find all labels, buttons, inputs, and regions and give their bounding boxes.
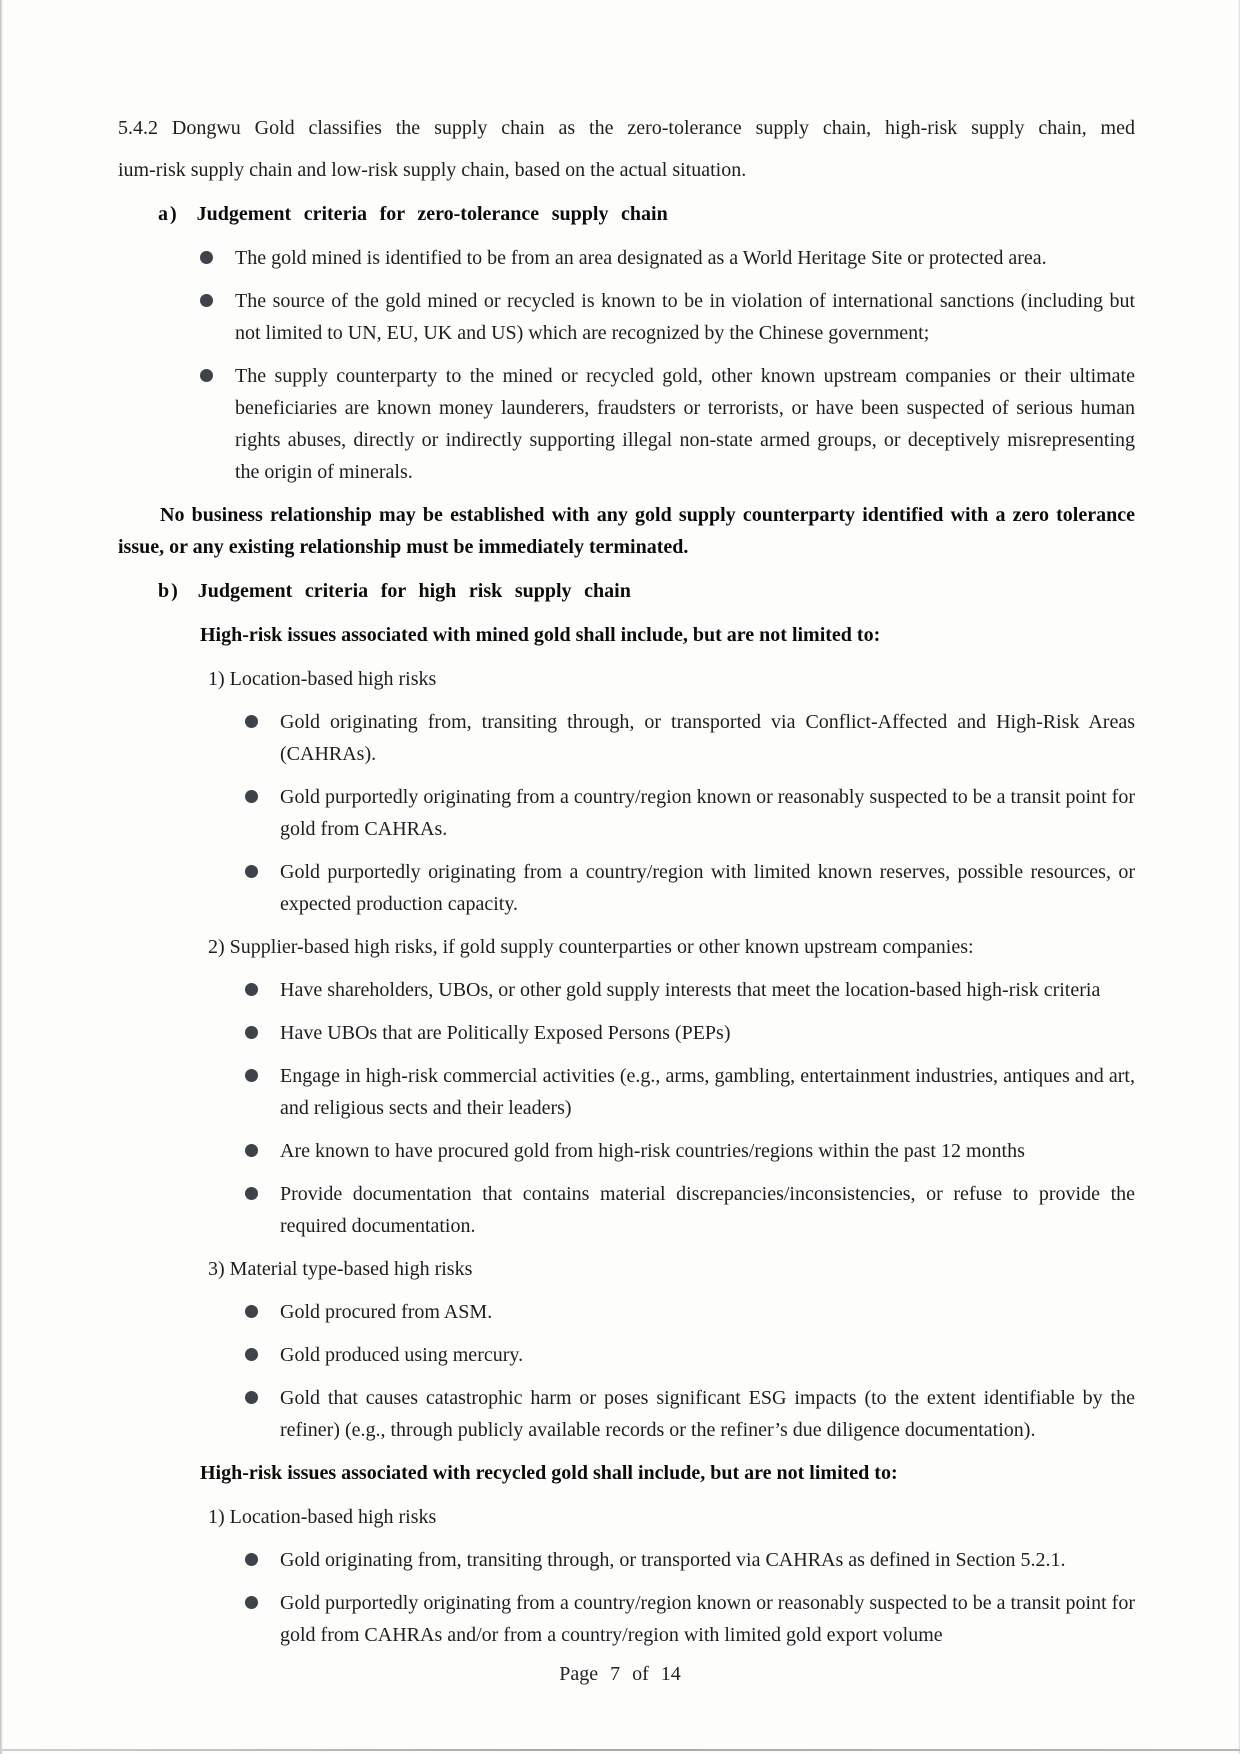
list-item-text: Are known to have procured gold from high-risk countries/regions within the past 12 months xyxy=(280,1140,1025,1162)
list-item-text: The gold mined is identified to be from an area designated as a World Heritage Site or protected area. xyxy=(235,247,1047,269)
list-item xyxy=(118,1587,1135,1651)
section-a-heading xyxy=(158,198,1135,230)
bullet-icon xyxy=(200,294,213,307)
list-item-text: Gold originating from, transiting through, or transported via CAHRAs as defined in Section 5.2.1. xyxy=(280,1549,1066,1571)
bullet-icon xyxy=(245,1305,258,1318)
list-item xyxy=(118,285,1135,349)
bullet-icon xyxy=(245,1596,258,1609)
list-item xyxy=(118,856,1135,920)
paragraph-542-line2: ium-risk supply chain and low-risk supply chain, based on the actual situation. xyxy=(118,159,747,181)
list-item-text: The source of the gold mined or recycled is known to be in violation of international sanctions (including but not limited to UN, EU, UK and US) which are recognized by the Chinese government; xyxy=(235,290,1135,344)
list-item xyxy=(118,242,1135,274)
list-item-text: Gold originating from, transiting through, or transported via Conflict-Affected and High-Risk Areas (CAHRAs). xyxy=(280,711,1135,765)
recycled-gold-subheading: High-risk issues associated with recycled gold shall include, but are not limited to: xyxy=(200,1462,898,1484)
list-item-text: Gold that causes catastrophic harm or poses significant ESG impacts (to the extent identifiable by the refiner) (e.g., through publicly available records or the refiner’s due diligence documentation). xyxy=(280,1387,1135,1441)
scan-edge-left xyxy=(0,0,3,1754)
bullet-icon xyxy=(245,983,258,996)
list-item xyxy=(118,360,1135,488)
page-footer: Page 7 of 14 xyxy=(559,1663,681,1685)
page-content xyxy=(118,112,1135,1662)
list-item-text: Have UBOs that are Politically Exposed Persons (PEPs) xyxy=(280,1022,731,1044)
list-item-text: Have shareholders, UBOs, or other gold supply interests that meet the location-based high-risk criteria xyxy=(280,979,1101,1001)
list-item-text: Gold purportedly originating from a country/region known or reasonably suspected to be a transit point for gold from CAHRAs. xyxy=(280,786,1135,840)
list-item-text: Gold procured from ASM. xyxy=(280,1301,493,1323)
bullet-icon xyxy=(245,1069,258,1082)
list-item-text: Provide documentation that contains material discrepancies/inconsistencies, or refuse to provide the required documentation. xyxy=(280,1183,1135,1237)
group-label: 2) Supplier-based high risks, if gold supply counterparties or other known upstream companies: xyxy=(208,936,974,958)
bullet-icon xyxy=(245,1553,258,1566)
list-item xyxy=(118,1339,1135,1371)
scan-edge-bottom xyxy=(0,1749,1240,1751)
list-item xyxy=(118,1296,1135,1328)
group-label: 3) Material type-based high risks xyxy=(208,1258,473,1280)
bullet-icon xyxy=(245,1026,258,1039)
mined-gold-subheading: High-risk issues associated with mined gold shall include, but are not limited to: xyxy=(200,624,881,646)
list-item xyxy=(118,1178,1135,1242)
section-b-heading xyxy=(158,575,1135,607)
list-item-text: Engage in high-risk commercial activities (e.g., arms, gambling, entertainment industries, antiques and art, and religious sects and their leaders) xyxy=(280,1065,1135,1119)
bullet-icon xyxy=(245,1348,258,1361)
section-b-title: Judgement criteria for high risk supply chain xyxy=(197,580,631,602)
list-item xyxy=(118,1017,1135,1049)
section-a-title: Judgement criteria for zero-tolerance supply chain xyxy=(196,203,668,225)
list-item xyxy=(118,781,1135,845)
list-item xyxy=(118,1060,1135,1124)
section-b-label: b) xyxy=(158,580,180,602)
list-item-text: Gold purportedly originating from a country/region with limited known reserves, possible resources, or expected production capacity. xyxy=(280,861,1135,915)
bullet-icon xyxy=(245,1391,258,1404)
list-item xyxy=(118,974,1135,1006)
list-item xyxy=(118,1544,1135,1576)
group-label: 1) Location-based high risks xyxy=(208,1506,437,1528)
bullet-icon xyxy=(200,251,213,264)
list-item xyxy=(118,1382,1135,1446)
section-a-label: a) xyxy=(158,203,179,225)
list-item-text: Gold purportedly originating from a country/region known or reasonably suspected to be a transit point for gold from CAHRAs and/or from a country/region with limited gold export volume xyxy=(280,1592,1135,1646)
bullet-icon xyxy=(245,1187,258,1200)
list-item-text: The supply counterparty to the mined or recycled gold, other known upstream companies or their ultimate beneficiaries are known money launderers, fraudsters or terrorists, or have been suspected of serious human rights abuses, directly or indirectly supporting illegal non-state armed groups, or deceptively misrepresenting the origin of minerals. xyxy=(235,365,1135,483)
list-item-text: Gold produced using mercury. xyxy=(280,1344,524,1366)
bullet-icon xyxy=(245,865,258,878)
group-label: 1) Location-based high risks xyxy=(208,668,437,690)
list-item xyxy=(118,1135,1135,1167)
list-item xyxy=(118,706,1135,770)
zero-tolerance-note: No business relationship may be established with any gold supply counterparty identified with a zero tolerance issue, or any existing relationship must be immediately terminated. xyxy=(118,504,1135,558)
bullet-icon xyxy=(245,715,258,728)
bullet-icon xyxy=(245,1144,258,1157)
bullet-icon xyxy=(200,369,213,382)
bullet-icon xyxy=(245,790,258,803)
paragraph-542-line1: 5.4.2 Dongwu Gold classifies the supply chain as the zero-tolerance supply chain, high-risk supply chain, med xyxy=(118,117,1135,139)
